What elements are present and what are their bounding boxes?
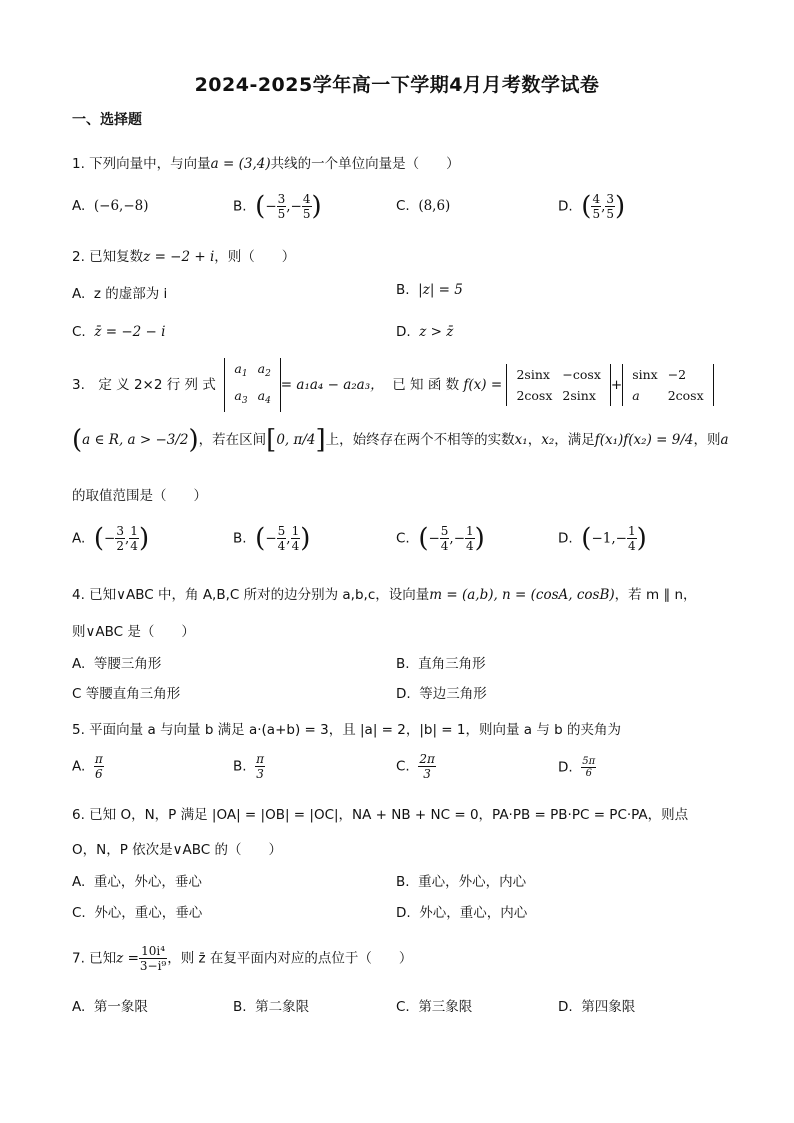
question-5-stem: 5. 平面向量 a 与向量 b 满足 a·(a+b) = 3，且 |a| = 2，|b| = 1，则向量 a 与 b 的夹角为 bbox=[72, 722, 622, 738]
q3-option-d: D. (−1,− $\frac{1}{4}$ ) bbox=[558, 523, 647, 554]
question-6-stem: 6. 已知 O，N，P 满足 |OA| = |OB| = |OC|，NA + NB + NC = 0，PA·PB = PB·PC = PC·PA，则点 bbox=[72, 807, 689, 823]
q3-option-c: C. (− $\frac{5}{4}$ ,− $\frac{1}{4}$ ) bbox=[396, 523, 485, 554]
q4-option-b: B. 直角三角形 bbox=[396, 656, 486, 672]
q2-option-b: B. |z| = 5 bbox=[396, 282, 463, 298]
q1-option-d: D. ( $\frac{4}{5}$ , $\frac{3}{5}$ ) bbox=[558, 191, 626, 222]
q3-determinant-1: 2sinx −cosx 2cosx 2sinx bbox=[506, 364, 610, 406]
q1-option-c: C. (8,6) bbox=[396, 198, 451, 214]
q3-option-b: B. (− $\frac{5}{4}$ , $\frac{1}{4}$ ) bbox=[233, 523, 311, 554]
q3-definition-determinant: $a_1$ $a_2$ $a_3$ $a_4$ bbox=[224, 358, 280, 412]
q1-option-a: A. (−6,−8) bbox=[72, 198, 149, 214]
q6-option-a: A. 重心，外心，垂心 bbox=[72, 874, 202, 890]
q1-text-a: 1. 下列向量中，与向量 bbox=[72, 156, 211, 172]
q5-option-a: A. $\frac{\pi}{6}$ bbox=[72, 752, 103, 781]
q7-option-b: B. 第二象限 bbox=[233, 999, 310, 1015]
q1-option-b: B. (− $\frac{3}{5}$ ,− $\frac{4}{5}$ ) bbox=[233, 191, 322, 222]
question-6-line-2: O，N，P 依次是∨ABC 的（ ） bbox=[72, 842, 283, 858]
q6-option-c: C. 外心，重心，垂心 bbox=[72, 905, 203, 921]
question-3-line-3: 的取值范围是（ ） bbox=[72, 488, 207, 504]
q4-option-c: C 等腰直角三角形 bbox=[72, 686, 181, 702]
q3-option-a: A. (− $\frac{3}{2}$ , $\frac{1}{4}$ ) bbox=[72, 523, 150, 554]
q1-vector: a = (3,4) bbox=[210, 156, 271, 172]
question-1-stem bbox=[72, 152, 460, 172]
q6-option-b: B. 重心，外心，内心 bbox=[396, 874, 527, 890]
q7-option-c: C. 第三象限 bbox=[396, 999, 473, 1015]
exam-title: 2024-2025学年高一下学期4月月考数学试卷 bbox=[194, 74, 600, 96]
q5-option-b: B. $\frac{\pi}{3}$ bbox=[233, 752, 265, 781]
question-4-line-2: 则∨ABC 是（ ） bbox=[72, 624, 195, 640]
q4-option-a: A. 等腰三角形 bbox=[72, 656, 162, 672]
q2-option-c: C. z̄ = −2 − i bbox=[72, 324, 166, 340]
question-3-line-2: (a ∈ R, a > −3/2)，若在区间[0, π/4]上，始终存在两个不相等的实数x₁，x₂，满足f(x₁)f(x₂) = 9/4，则a bbox=[72, 425, 729, 455]
q2-option-a: A. z 的虚部为 i bbox=[72, 286, 168, 302]
q7-option-d: D. 第四象限 bbox=[558, 999, 636, 1015]
question-3-stem: 3. 定 义 2×2 行 列 式 $a_1$ $a_2$ $a_3$ $a_4$ = a₁a₄ − a₂a₃， 已 知 函 数 f(x) = 2sinx −cosx 2cosx 2sinx + sinx −2 a 2cosx bbox=[72, 358, 714, 412]
question-4-stem: 4. 已知∨ABC 中，角 A,B,C 所对的边分别为 a,b,c，设向量m = (a,b), n = (cosA, cosB)，若 m ∥ n， bbox=[72, 587, 697, 603]
q1-text-b: 共线的一个单位向量是（ ） bbox=[270, 156, 460, 172]
q5-option-d: D. $\frac{5\pi}{6}$ bbox=[558, 756, 596, 779]
q3-determinant-2: sinx −2 a 2cosx bbox=[622, 364, 713, 406]
section-heading: 一、选择题 bbox=[72, 112, 142, 128]
q4-option-d: D. 等边三角形 bbox=[396, 686, 487, 702]
q7-option-a: A. 第一象限 bbox=[72, 999, 148, 1015]
q5-option-c: C. $\frac{2\pi}{3}$ bbox=[396, 752, 435, 781]
q2-option-d: D. z > z̄ bbox=[396, 324, 454, 340]
question-7-stem: 7. 已知z = $\frac{\text{10i⁴}}{\text{3−i⁹}}$ ，则 z̄ 在复平面内对应的点位于（ ） bbox=[72, 944, 413, 973]
q2-expression: z = −2 + i bbox=[143, 249, 215, 265]
question-2-stem: 2. 已知复数z = −2 + i，则（ ） bbox=[72, 249, 296, 265]
q6-option-d: D. 外心，重心，内心 bbox=[396, 905, 528, 921]
